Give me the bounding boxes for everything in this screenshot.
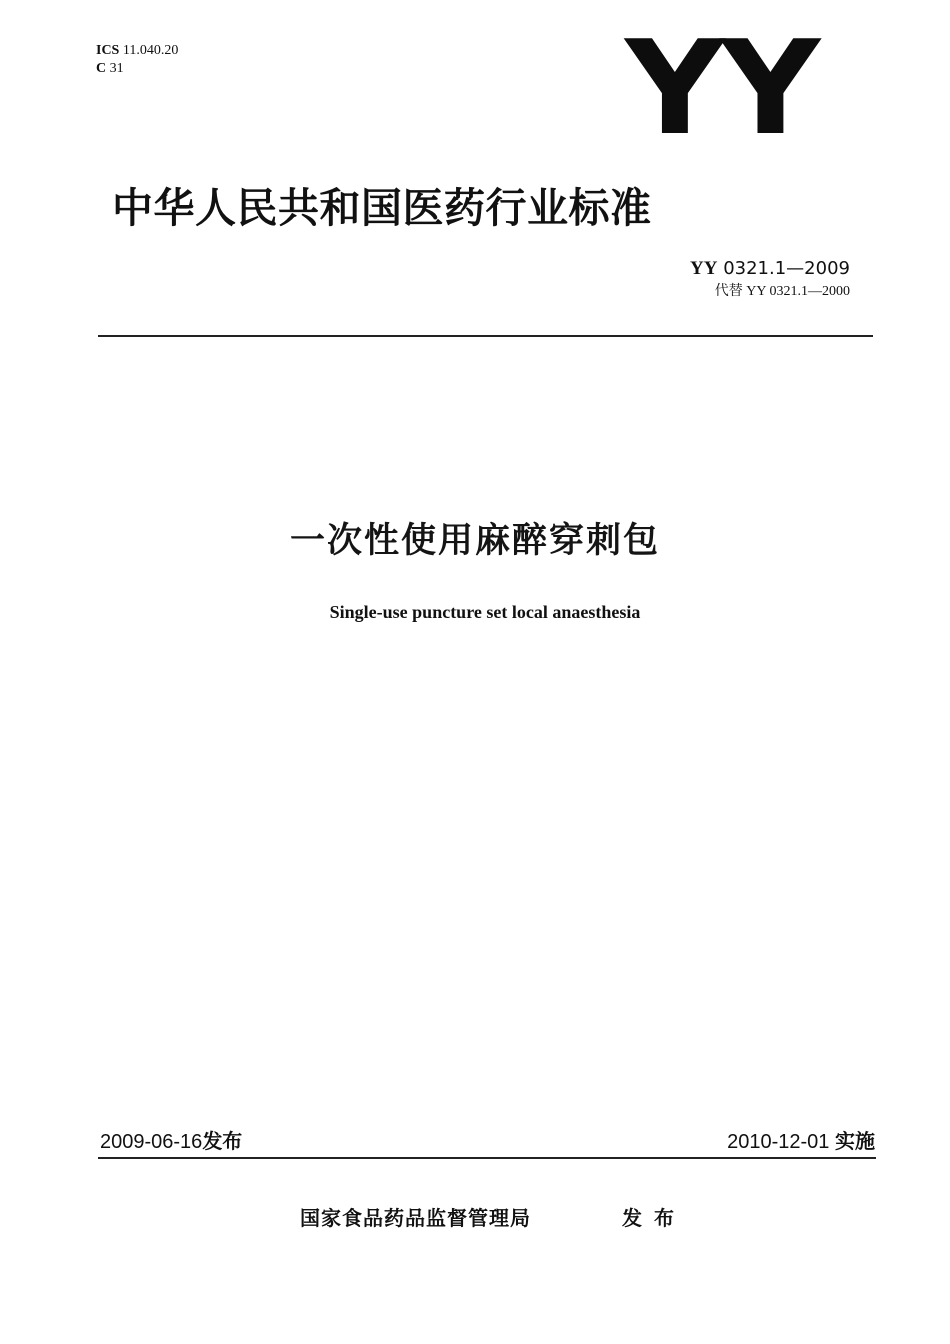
document-title-chinese: 一次性使用麻醉穿刺包: [289, 521, 660, 561]
header-divider: [98, 335, 873, 337]
ccs-label: C: [96, 61, 107, 76]
ccs-value: 31: [109, 61, 124, 76]
issue-label: 发布: [202, 1129, 243, 1153]
standard-number-prefix: YY: [690, 258, 718, 279]
organization-title: 中华人民共和国医药行业标准: [112, 184, 652, 232]
ics-code: [96, 42, 178, 59]
yy-logo: YY: [625, 12, 817, 164]
publisher-name: 国家食品药品监督管理局: [300, 1206, 531, 1230]
implementation-label: 实施: [835, 1129, 875, 1153]
ccs-code: [96, 60, 124, 77]
ics-value: 11.040.20: [122, 43, 179, 58]
implementation-date: 2010-12-01: [727, 1131, 830, 1153]
standard-number: [690, 258, 850, 280]
ics-label: ICS: [96, 43, 120, 58]
standard-number-value: 0321.1—2009: [723, 258, 850, 279]
implementation-date-line: [727, 1128, 875, 1155]
document-title-english: Single-use puncture set local anaesthesia: [329, 602, 641, 622]
replaces-standard: 代替 YY 0321.1—2000: [714, 284, 850, 299]
publish-label: 发布: [622, 1206, 686, 1230]
issue-date-line: [100, 1128, 242, 1155]
issue-date: 2009-06-16: [100, 1131, 203, 1153]
footer-divider: [98, 1157, 876, 1159]
